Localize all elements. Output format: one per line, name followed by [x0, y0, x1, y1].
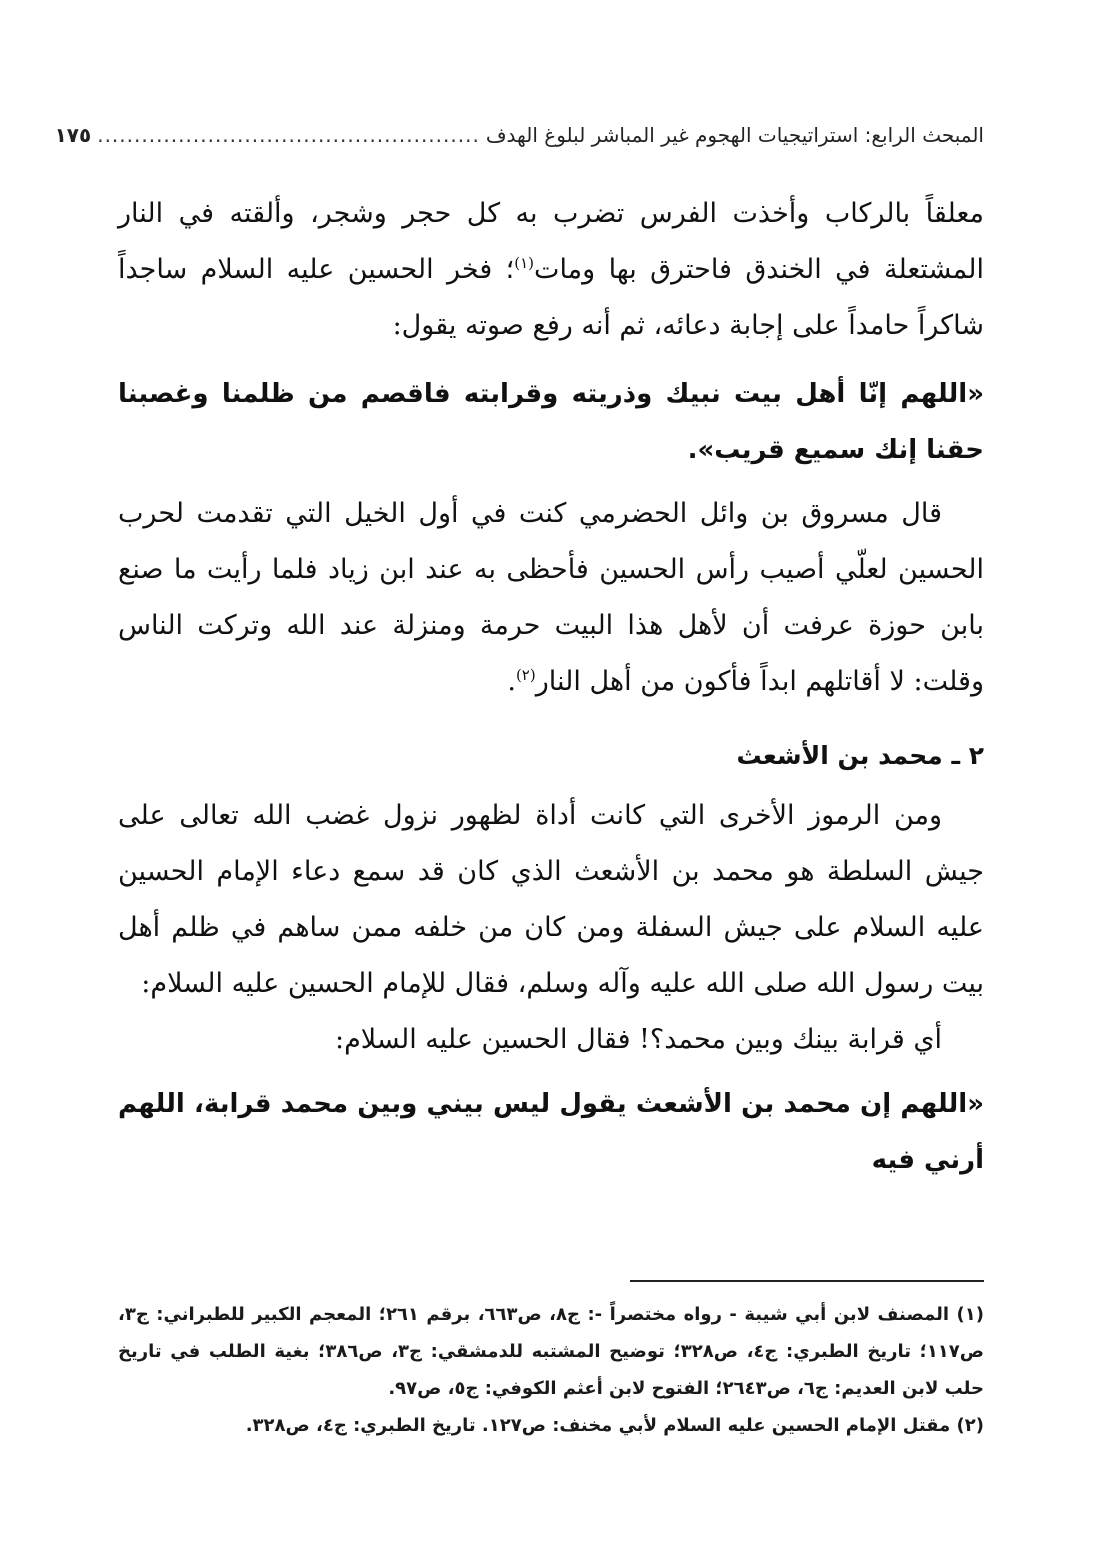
- paragraph-4: أي قرابة بينك وبين محمد؟! فقال الحسين عليه السلام:: [334, 1024, 942, 1055]
- header-leader-dots: ....................................................: [97, 123, 480, 147]
- footnote-separator: [630, 1280, 984, 1282]
- header-title: المبحث الرابع: استراتيجيات الهجوم غير المباشر لبلوغ الهدف: [485, 123, 984, 147]
- paragraph-1-text-b: ؛ فخر الحسين عليه السلام ساجداً شاكراً حامداً على إجابة دعائه، ثم أنه رفع صوته يقول:: [118, 254, 984, 341]
- prayer-quote-2: «اللهم إن محمد بن الأشعث يقول ليس بيني وبين محمد قرابة، اللهم أرني فيه: [118, 1089, 984, 1175]
- prayer-quote-1: «اللهم إنّا أهل بيت نبيك وذريته وقرابته فاقصم من ظلمنا وغصبنا حقنا إنك سميع قريب».: [118, 379, 984, 465]
- paragraph-2-text: قال مسروق بن وائل الحضرمي كنت في أول الخيل التي تقدمت لحرب الحسين لعلّي أصيب رأس الحسين فأحظى به عند ابن زياد فلما رأيت ما صنع بابن حوزة عرفت أن لأهل هذا البيت حرمة ومنزلة عند الله وتركت الناس وقلت: لا أقاتلهم ابداً فأكون من أهل النار: [118, 498, 984, 697]
- footnote-ref-2: (٢): [515, 666, 536, 684]
- main-text: [118, 186, 984, 1188]
- paragraph-2: [118, 486, 984, 710]
- page-number: ١٧٥: [54, 123, 92, 147]
- section-heading: ٢ ـ محمد بن الأشعث: [736, 741, 984, 770]
- paragraph-2-end: .: [507, 666, 516, 697]
- footnote-1: (١) المصنف لابن أبي شيبة - رواه مختصراً -: ج٨، ص٦٦٣، برقم ٢٦١؛ المعجم الكبير للطبراني: ج٣، ص١١٧؛ تاريخ الطبري: ج٤، ص٣٢٨؛ توضيح المشتبه للدمشقي: ج٣، ص٣٨٦؛ بغية الطلب في تاريخ حلب لابن العديم: ج٦، ص٢٦٤٣؛ الفتوح لابن أعثم الكوفي: ج٥، ص٩٧.: [118, 1304, 984, 1399]
- footnote-ref-1: (١): [514, 254, 535, 272]
- footnotes: [118, 1296, 984, 1444]
- footnote-2: (٢) مقتل الإمام الحسين عليه السلام لأبي مخنف: ص١٢٧. تاريخ الطبري: ج٤، ص٣٢٨.: [245, 1415, 984, 1436]
- paragraph-3: ومن الرموز الأخرى التي كانت أداة لظهور نزول غضب الله تعالى على جيش السلطة هو محمد بن الأشعث الذي كان قد سمع دعاء الإمام الحسين عليه السلام على جيش السفلة ومن كان من خلفه ممن ساهم في ظلم أهل بيت رسول الله صلى الله عليه وآله وسلم، فقال للإمام الحسين عليه السلام:: [118, 800, 984, 999]
- paragraph-1-text-a: معلقاً بالركاب وأخذت الفرس تضرب به كل حجر وشجر، وألقته في النار المشتعلة في الخندق فاحترق بها ومات: [118, 198, 984, 285]
- running-header: [54, 123, 984, 147]
- paragraph-1: [118, 186, 984, 354]
